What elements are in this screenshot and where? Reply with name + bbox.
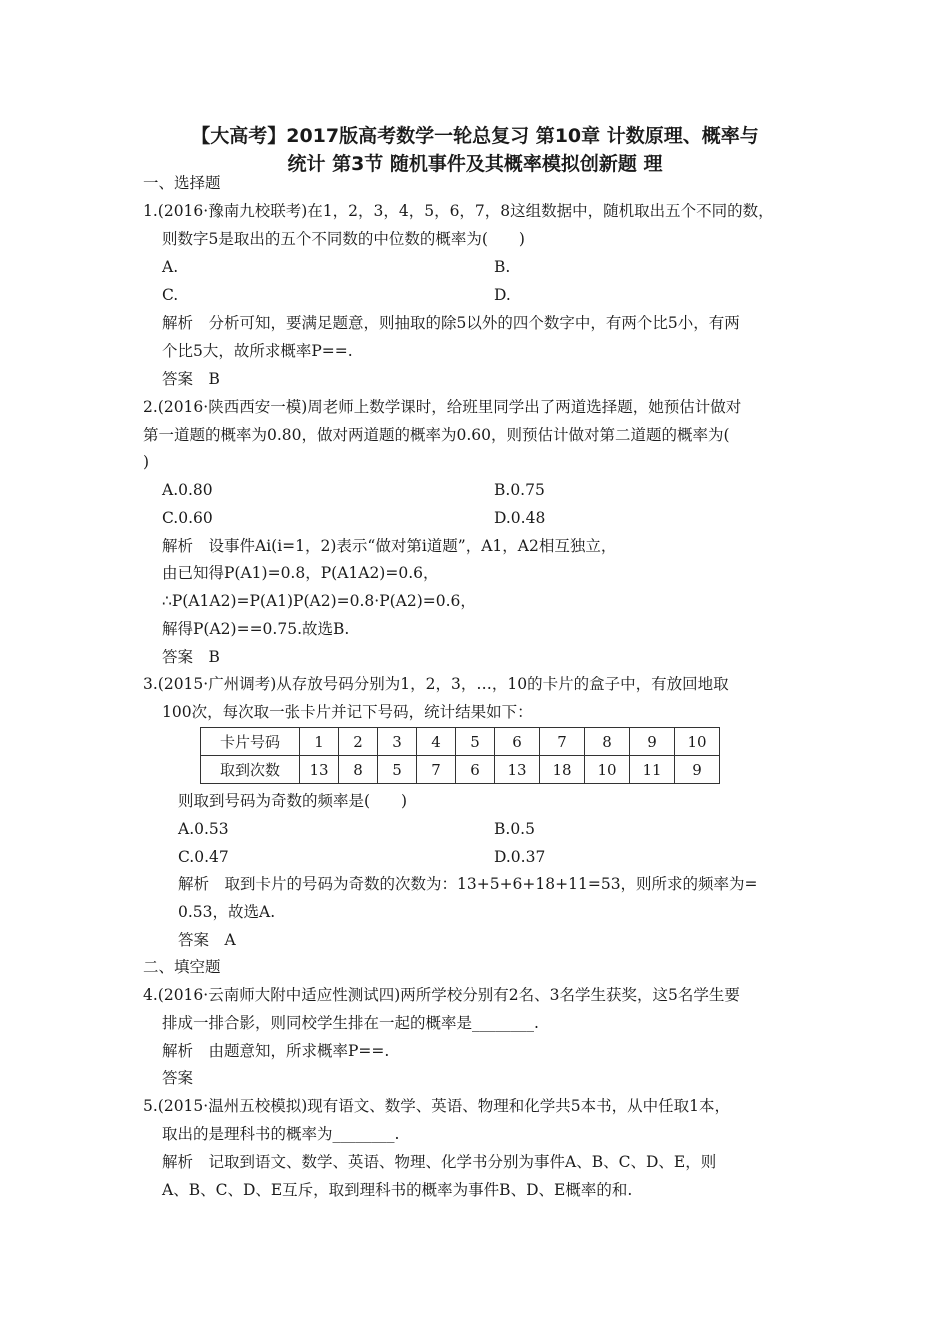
table-cell: 7 [540, 728, 585, 756]
q5-line-2: 取出的是理科书的概率为________. [162, 1125, 400, 1143]
table-cell: 5 [456, 728, 495, 756]
q1-option-a: A. [162, 258, 179, 276]
q2-option-d: D.0.48 [494, 509, 546, 527]
q5-analysis-2: A、B、C、D、E互斥，取到理科书的概率为事件B、D、E概率的和. [162, 1181, 633, 1199]
q5-line-1: 5.(2015·温州五校模拟)现有语文、数学、英语、物理和化学共5本书，从中任取1本， [143, 1097, 730, 1115]
q2-line-2: 第一道题的概率为0.80，做对两道题的概率为0.60，则预估计做对第二道题的概率为( [143, 426, 730, 444]
q2-option-b: B.0.75 [494, 481, 545, 499]
table-row [201, 728, 720, 756]
q3-option-c: C.0.47 [178, 848, 229, 866]
q4-line-1: 4.(2016·云南师大附中适应性测试四)两所学校分别有2名、3名学生获奖，这5名学生要 [143, 986, 740, 1004]
q2-answer: 答案 B [162, 648, 220, 666]
title-line-2: 统计 第3节 随机事件及其概率模拟创新题 理 [287, 153, 663, 175]
q4-analysis: 解析 由题意知，所求概率P==. [162, 1042, 390, 1060]
table-cell: 9 [675, 756, 720, 784]
table-cell: 5 [378, 756, 417, 784]
q2-line-3: ) [143, 453, 150, 471]
table-cell: 2 [339, 728, 378, 756]
q5-analysis-1: 解析 记取到语文、数学、英语、物理、化学书分别为事件A、B、C、D、E，则 [162, 1153, 717, 1171]
q3-line-2: 100次，每次取一张卡片并记下号码，统计结果如下： [162, 703, 533, 721]
q2-analysis-3: ∴P(A1A2)=P(A1)P(A2)=0.8·P(A2)=0.6， [162, 592, 476, 610]
table-cell: 7 [417, 756, 456, 784]
q2-option-a: A.0.80 [162, 481, 213, 499]
table-cell: 13 [300, 756, 339, 784]
q3-analysis-1: 解析 取到卡片的号码为奇数的次数为：13+5+6+18+11=53，则所求的频率为= [178, 875, 758, 893]
section-heading-fill: 二、填空题 [143, 958, 221, 976]
q1-line-2: 则数字5是取出的五个不同数的中位数的概率为( ) [162, 230, 525, 248]
q4-answer: 答案 [162, 1069, 194, 1087]
q2-option-c: C.0.60 [162, 509, 213, 527]
q2-line-1: 2.(2016·陕西西安一模)周老师上数学课时，给班里同学出了两道选择题，她预估计做对 [143, 398, 742, 416]
table-cell: 3 [378, 728, 417, 756]
q1-analysis-2: 个比5大，故所求概率P==. [162, 342, 353, 360]
table-cell: 8 [585, 728, 630, 756]
q3-analysis-2: 0.53，故选A. [178, 903, 276, 921]
q3-answer: 答案 A [178, 931, 236, 949]
table-cell: 6 [456, 756, 495, 784]
table-cell: 18 [540, 756, 585, 784]
card-count-table [200, 727, 720, 784]
table-cell: 10 [585, 756, 630, 784]
q1-option-c: C. [162, 286, 179, 304]
q1-analysis-1: 解析 分析可知，要满足题意，则抽取的除5以外的四个数字中，有两个比5小，有两 [162, 314, 740, 332]
table-cell: 13 [495, 756, 540, 784]
title-line-1: 【大高考】2017版高考数学一轮总复习 第10章 计数原理、概率与 [191, 125, 759, 147]
q3-question: 则取到号码为奇数的频率是( ) [178, 792, 408, 810]
table-row [201, 756, 720, 784]
table-cell: 6 [495, 728, 540, 756]
table-cell: 10 [675, 728, 720, 756]
q1-answer: 答案 B [162, 370, 220, 388]
q2-analysis-2: 由已知得P(A1)=0.8，P(A1A2)=0.6， [162, 564, 439, 582]
table-cell: 1 [300, 728, 339, 756]
table-row-label: 卡片号码 [201, 728, 300, 756]
q3-line-1: 3.(2015·广州调考)从存放号码分别为1，2，3，…，10的卡片的盒子中，有放回地取 [143, 675, 729, 693]
table-cell: 4 [417, 728, 456, 756]
section-heading-choice: 一、选择题 [143, 174, 221, 192]
document-title [130, 122, 820, 178]
q1-option-b: B. [494, 258, 511, 276]
q4-line-2: 排成一排合影，则同校学生排在一起的概率是________. [162, 1014, 539, 1032]
q2-analysis-1: 解析 设事件Ai(i=1，2)表示“做对第i道题”，A1，A2相互独立， [162, 537, 617, 555]
q3-option-d: D.0.37 [494, 848, 546, 866]
q3-option-b: B.0.5 [494, 820, 535, 838]
table-cell: 8 [339, 756, 378, 784]
table-cell: 9 [630, 728, 675, 756]
table-row-label: 取到次数 [201, 756, 300, 784]
q2-analysis-4: 解得P(A2)==0.75.故选B. [162, 620, 350, 638]
q1-line-1: 1.(2016·豫南九校联考)在1，2，3，4，5，6，7，8这组数据中，随机取出五个不同的数， [143, 202, 774, 220]
q1-option-d: D. [494, 286, 511, 304]
q3-option-a: A.0.53 [178, 820, 229, 838]
table-cell: 11 [630, 756, 675, 784]
